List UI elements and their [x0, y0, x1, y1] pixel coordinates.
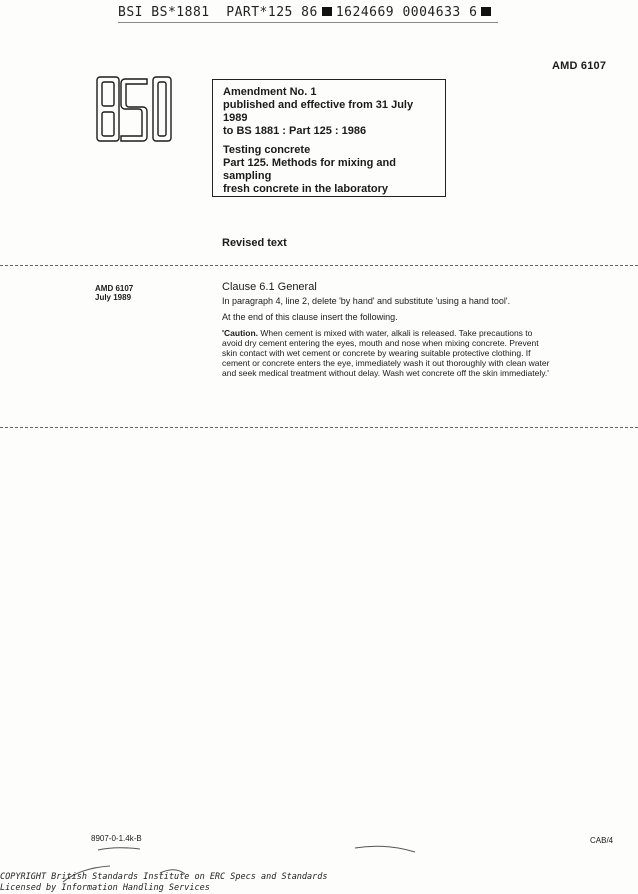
bsi-logo [95, 75, 175, 143]
license-line: Licensed by Information Handling Services [0, 883, 210, 893]
caution-label: 'Caution. [222, 328, 259, 338]
header-code-part1: BSI BS*1881 PART*125 86 [118, 5, 318, 20]
dashed-divider-top [0, 265, 638, 266]
header-document-code [118, 5, 495, 20]
amendment-subject-line: Testing concrete [223, 144, 311, 156]
header-rule [118, 22, 498, 23]
copyright-line: COPYRIGHT British Standards Institute on ERC Specs and Standards [0, 872, 328, 882]
footer-committee-ref: CAB/4 [590, 836, 614, 845]
dashed-divider-bottom [0, 427, 638, 428]
side-note-amd: AMD 6107 [95, 284, 134, 293]
header-block-mark-end [481, 7, 491, 16]
header-code-part2: 1624669 0004633 6 [335, 5, 478, 20]
amendment-number-top: AMD 6107 [552, 60, 607, 72]
clause-paragraph-2: At the end of this clause insert the following. [222, 312, 398, 322]
amendment-box [212, 79, 446, 197]
copyright-notice [0, 872, 328, 894]
footer-print-code: 8907-0-1.4k-B [91, 834, 142, 843]
clause-title: Clause 6.1 General [222, 281, 317, 293]
caution-paragraph [222, 328, 552, 378]
amendment-standard-line: to BS 1881 : Part 125 : 1986 [223, 125, 367, 137]
amendment-part-line: Part 125. Methods for mixing and sampling [223, 157, 396, 182]
header-block-mark [322, 7, 332, 16]
clause-paragraph-1: In paragraph 4, line 2, delete 'by hand' and substitute 'using a hand tool'. [222, 296, 511, 306]
clause-section [222, 282, 552, 383]
amendment-title: Amendment No. 1 [223, 86, 317, 98]
side-note [95, 284, 133, 302]
amendment-part-line-2: fresh concrete in the laboratory [223, 183, 389, 195]
amendment-published-line: published and effective from 31 July 1989 [223, 99, 414, 124]
revised-text-heading: Revised text [222, 237, 287, 249]
side-note-date: July 1989 [95, 293, 132, 302]
caution-text: When cement is mixed with water, alkali is released. Take precautions to avoid dry cement entering the eyes, mouth and nose when mixing concrete. Prevent skin contact with wet cement or concrete by wearing suitable protective clothing. If cement or concrete enters the eye, immediately wash it out thoroughly with clean water and seek medical treatment without delay. Wash wet concrete off the skin immediately.' [222, 328, 550, 378]
